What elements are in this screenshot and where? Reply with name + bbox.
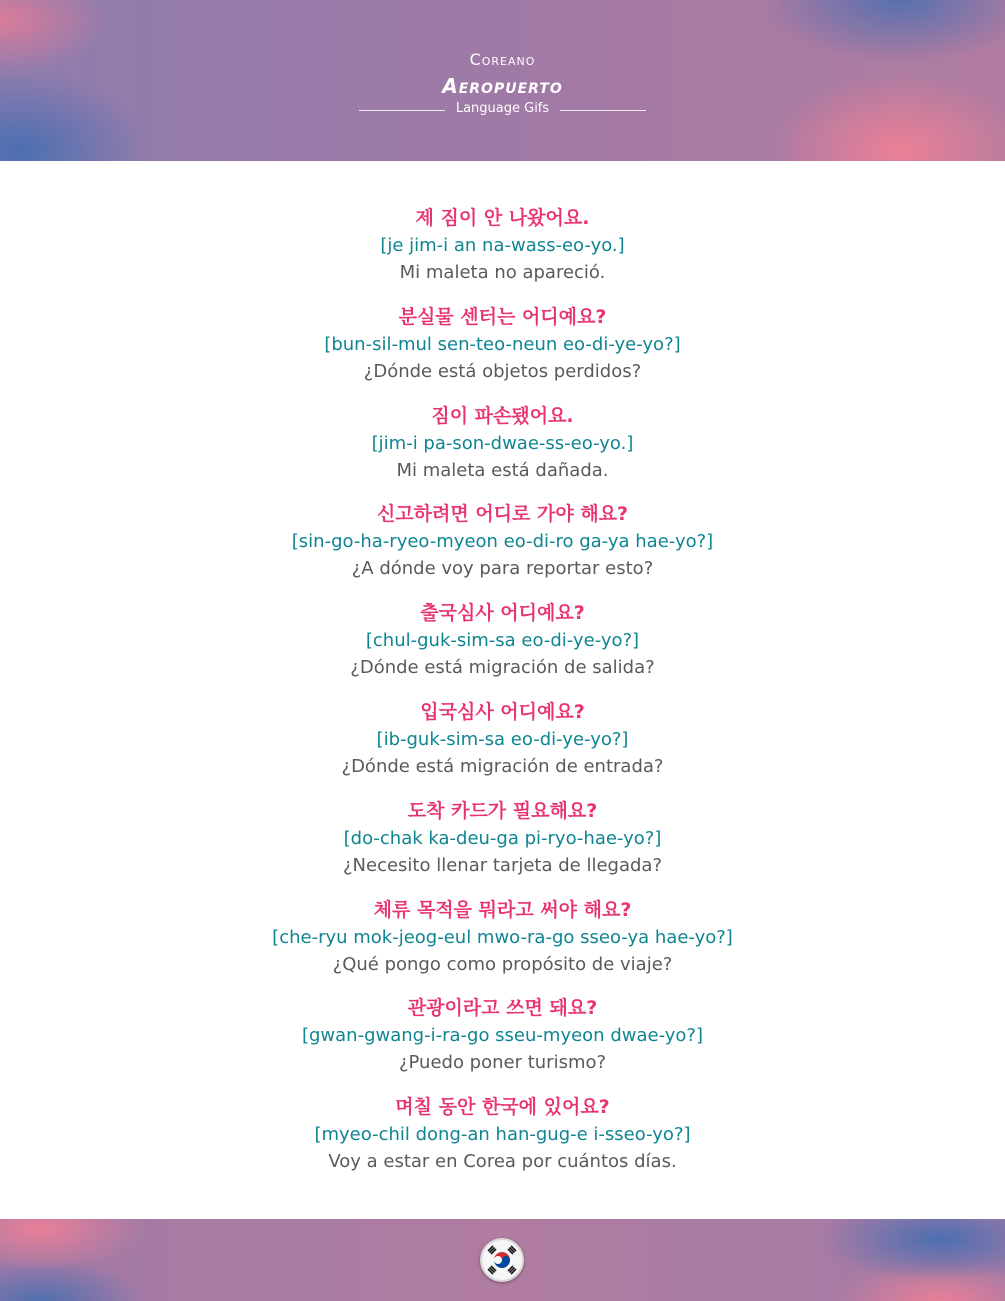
phrase-item [0,995,1005,1094]
korean-phrase: 며칠 동안 한국에 있어요? [395,1096,610,1119]
spanish-translation: ¿Dónde está objetos perdidos? [363,360,642,382]
phrase-item [0,798,1005,897]
korean-phrase: 분실물 센터는 어디예요? [398,305,607,328]
romanization: [myeo-chil dong-an han-gug-e i-sseo-yo?] [314,1124,691,1146]
phrase-item [0,304,1005,403]
romanization: [gwan-gwang-i-ra-go sseu-myeon dwae-yo?] [301,1025,703,1047]
spanish-translation: ¿A dónde voy para reportar esto? [351,558,654,580]
south-korea-flag-icon [480,1238,524,1282]
spanish-translation: Voy a estar en Corea por cuántos días. [328,1151,677,1173]
romanization: [do-chak ka-deu-ga pi-ryo-hae-yo?] [343,827,662,849]
phrase-item [0,403,1005,502]
romanization: [jim-i pa-son-dwae-ss-eo-yo.] [371,432,634,454]
korean-phrase: 신고하려면 어디로 가야 해요? [376,503,629,526]
spanish-translation: ¿Dónde está migración de entrada? [341,755,664,777]
romanization: [bun-sil-mul sen-teo-neun eo-di-ye-yo?] [324,333,681,355]
phrase-item [0,205,1005,304]
spanish-translation: ¿Puedo poner turismo? [398,1052,607,1074]
romanization: [ib-guk-sim-sa eo-di-ye-yo?] [376,728,629,750]
romanization: [je jim-i an na-wass-eo-yo.] [380,235,625,256]
spanish-translation: Mi maleta está dañada. [396,459,609,481]
korean-phrase: 출국심사 어디예요? [420,602,585,625]
phrase-item [0,1094,1005,1193]
spanish-translation: Mi maleta no apareció. [399,262,606,283]
romanization: [chul-guk-sim-sa eo-di-ye-yo?] [365,630,640,652]
phrase-list [0,205,1005,1193]
language-label: Coreano [469,50,536,69]
phrase-item [0,897,1005,996]
phrase-item [0,600,1005,699]
phrase-item [0,699,1005,798]
romanization: [che-ryu mok-jeog-eul mwo-ra-go sseo-ya hae-yo?] [272,926,733,948]
phrase-item [0,501,1005,600]
korean-phrase: 도착 카드가 필요해요? [407,799,598,822]
romanization: [sin-go-ha-ryeo-myeon eo-di-ro ga-ya hae-yo?] [291,531,714,553]
page-title: Aeropuerto [442,74,563,98]
korean-phrase: 짐이 파손됐어요. [431,404,574,427]
korean-phrase: 관광이라고 쓰면 돼요? [407,997,598,1020]
header-banner [0,0,1005,161]
divider-right [560,110,646,111]
spanish-translation: ¿Qué pongo como propósito de viaje? [332,953,673,975]
spanish-translation: ¿Dónde está migración de salida? [350,657,655,679]
korean-phrase: 제 짐이 안 나왔어요. [415,207,590,229]
spanish-translation: ¿Necesito llenar tarjeta de llegada? [342,854,662,876]
korean-phrase: 체류 목적을 뭐라고 써야 해요? [373,898,632,921]
korean-phrase: 입국심사 어디예요? [420,700,585,723]
brand-subtitle: Language Gifs [455,101,550,116]
